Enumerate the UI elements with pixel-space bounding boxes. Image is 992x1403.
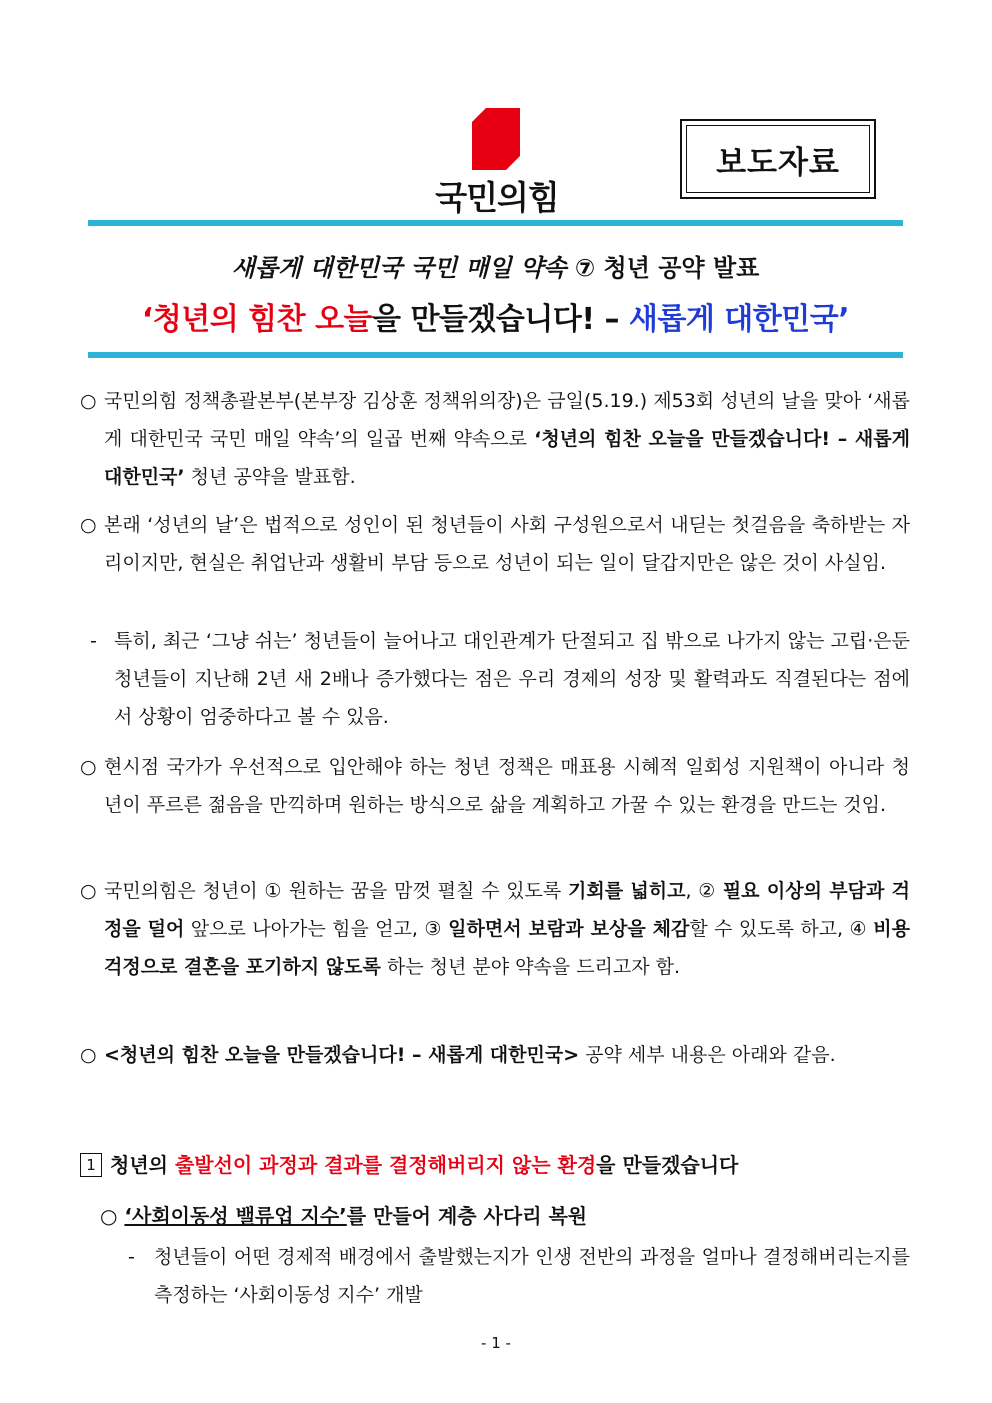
paragraph-text: , ② [685, 880, 723, 902]
paragraph-bold: 일하면서 보람과 보상을 체감 [448, 918, 690, 940]
bottom-rule [88, 352, 903, 358]
paragraph-text: 본래 ‘성년의 날’은 법적으로 성인이 된 청년들이 사회 구성원으로서 내딛는 첫걸음을 축하받는 자리이지만, 현실은 취업난과 생활비 부담 등으로 성년이 되는 일이 달갑지만은 않은 것이 사실임. [104, 514, 910, 574]
subtitle [88, 248, 903, 283]
subtitle-rest: 청년 공약 발표 [603, 254, 760, 282]
item-underlined: ‘사회이동성 밸류업 지수’ [124, 1204, 347, 1228]
page-number: - 1 - [481, 1334, 511, 1352]
paragraph-text: 앞으로 나아가는 힘을 얻고, ③ [184, 918, 449, 940]
paragraph-text: 할 수 있도록 하고, ④ [689, 918, 874, 940]
detail-text: 청년들이 어떤 경제적 배경에서 출발했는지가 인생 전반의 과정을 얼마나 결정해버리는지를 측정하는 ‘사회이동성 지수’ 개발 [154, 1246, 910, 1306]
paragraph-5 [80, 872, 910, 986]
item-rest: 를 만들어 계층 사다리 복원 [346, 1204, 588, 1228]
paragraph-4 [80, 748, 910, 824]
item-bullet: ○ [100, 1204, 118, 1228]
paragraph-6 [80, 1036, 910, 1074]
headline-quote-close: ’ [838, 302, 850, 337]
headline-blue: 새롭게 대한민국 [628, 302, 839, 337]
detail-bullet: - [128, 1246, 135, 1268]
paragraph-text: 현시점 국가가 우선적으로 입안해야 하는 청년 정책은 매표용 시혜적 일회성 지원책이 아니라 청년이 푸르른 젊음을 만끽하며 원하는 방식으로 삶을 계획하고 가꿀 수 있는 환경을 만드는 것임. [104, 756, 910, 816]
paragraph-1 [80, 382, 910, 496]
pledge-item-1 [100, 1200, 910, 1232]
subtitle-number: ⑦ [574, 254, 596, 282]
paragraph-bold: 필요 이상의 부담과 걱정을 덜어 [104, 880, 911, 940]
paragraph-bullet: ○ [80, 1044, 97, 1066]
headline-black: 을 만들겠습니다! – [372, 302, 629, 337]
section-text: 을 만들겠습니다 [596, 1153, 739, 1177]
headline-red: 청년의 힘찬 오늘 [152, 302, 373, 337]
paragraph-bold: 비용 걱정으로 결혼을 포기하지 않도록 [104, 918, 911, 978]
paragraph-text: 하는 청년 분야 약속을 드리고자 함. [380, 956, 681, 978]
pledge-item-1-detail [128, 1238, 910, 1314]
press-release-label: 보도자료 [686, 125, 870, 193]
top-rule [88, 220, 903, 226]
paragraph-bold: <청년의 힘찬 오늘을 만들겠습니다! – 새롭게 대한민국> [104, 1044, 580, 1066]
paragraph-text: 공약 세부 내용은 아래와 같음. [579, 1044, 836, 1066]
paragraph-bullet: ○ [80, 756, 97, 778]
paragraph-text: 국민의힘 정책총괄본부(본부장 김상훈 정책위의장)은 금일(5.19.) 제53회 성년의 날을 맞아 ‘새롭게 대한민국 국민 매일 약속’의 일곱 번째 약속으로 [104, 390, 910, 450]
paragraph-text: 청년 공약을 발표함. [184, 466, 356, 488]
headline-quote-open: ‘ [141, 302, 153, 337]
section-text: 청년의 [110, 1153, 175, 1177]
section-number-box: 1 [80, 1153, 102, 1177]
paragraph-2 [80, 506, 910, 582]
subtitle-series: 새롭게 대한민국 국민 매일 약속 [231, 254, 567, 282]
headline [88, 294, 903, 338]
paragraph-text: 특히, 최근 ‘그냥 쉬는’ 청년들이 늘어나고 대인관계가 단절되고 집 밖으로 나가지 않는 고립·은둔 청년들이 지난해 2년 새 2배나 증가했다는 점은 우리 경제의 성장 및 활력과도 직결된다는 점에서 상황이 엄중하다고 볼 수 있음. [114, 630, 910, 728]
paragraph-bullet: ○ [80, 390, 97, 412]
paragraph-bullet: ○ [80, 880, 97, 902]
paragraph-bold: ‘청년의 힘찬 오늘을 만들겠습니다! – 새롭게 대한민국’ [104, 428, 910, 488]
paragraph-bullet: - [90, 630, 97, 652]
paragraph-bold: 기회를 넓히고 [568, 880, 686, 902]
section-heading-1 [80, 1148, 910, 1182]
paragraph-bullet: ○ [80, 514, 97, 536]
paragraph-text: 국민의힘은 청년이 ① 원하는 꿈을 맘껏 펼칠 수 있도록 [104, 880, 569, 902]
paragraph-3 [90, 622, 910, 736]
party-logo-icon [472, 108, 520, 170]
party-logo-text: 국민의힘 [435, 178, 559, 217]
section-text-red: 출발선이 과정과 결과를 결정해버리지 않는 환경 [174, 1153, 597, 1177]
press-release-box [680, 119, 876, 199]
